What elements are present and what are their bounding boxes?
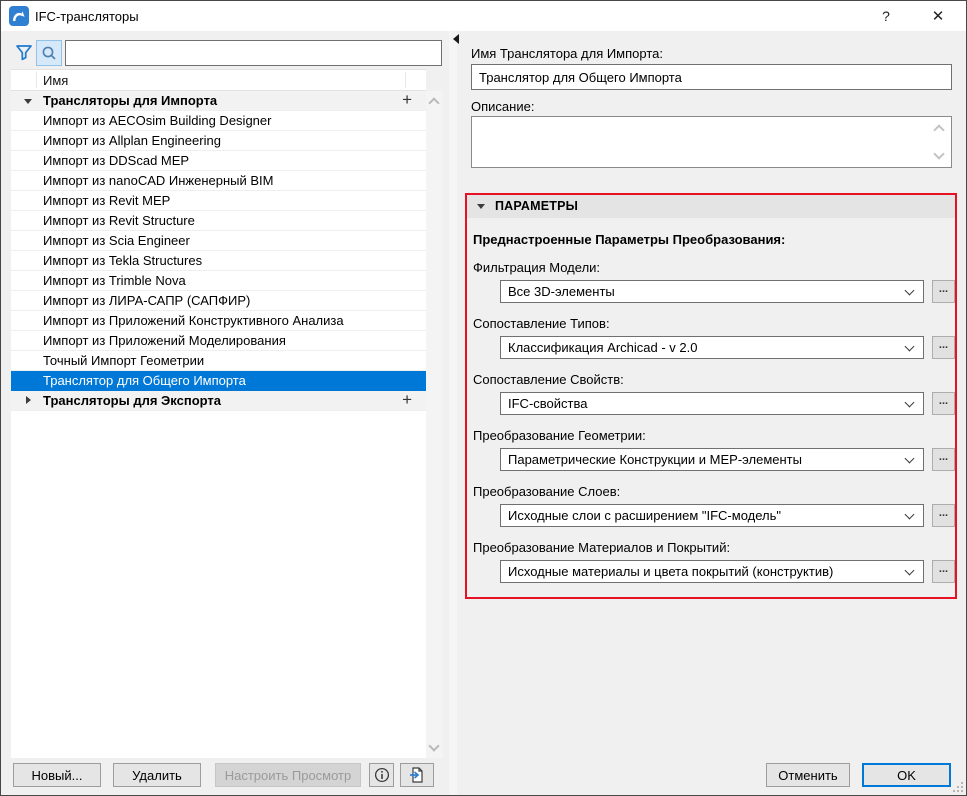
- help-button[interactable]: ?: [864, 1, 908, 31]
- geometry-conversion-more-button[interactable]: ...: [932, 448, 955, 471]
- list-group-import[interactable]: Трансляторы для Импорта +: [11, 91, 426, 111]
- add-translator-icon[interactable]: +: [402, 390, 412, 409]
- property-mapping-more-button[interactable]: ...: [932, 392, 955, 415]
- geometry-conversion-dropdown[interactable]: Параметрические Конструкции и MEP-элементы: [500, 448, 924, 471]
- scroll-up-icon[interactable]: [428, 97, 439, 108]
- chevron-down-icon: [905, 342, 915, 352]
- list-item[interactable]: Точный Импорт Геометрии: [11, 351, 426, 371]
- geometry-conversion-label: Преобразование Геометрии:: [473, 428, 646, 443]
- close-button[interactable]: ✕: [916, 1, 960, 31]
- list-group-export[interactable]: Трансляторы для Экспорта +: [11, 391, 426, 411]
- model-filter-label: Фильтрация Модели:: [473, 260, 601, 275]
- search-input[interactable]: [65, 40, 442, 66]
- type-mapping-label: Сопоставление Типов:: [473, 316, 610, 331]
- type-mapping-dropdown[interactable]: Классификация Archicad - v 2.0: [500, 336, 924, 359]
- search-button[interactable]: [36, 40, 62, 66]
- header-divider: [405, 72, 406, 88]
- property-mapping-dropdown[interactable]: IFC-свойства: [500, 392, 924, 415]
- material-conversion-dropdown[interactable]: Исходные материалы и цвета покрытий (конструктив): [500, 560, 924, 583]
- list-item[interactable]: Импорт из Revit Structure: [11, 211, 426, 231]
- delete-button[interactable]: Удалить: [113, 763, 201, 787]
- info-icon: [374, 767, 390, 783]
- material-conversion-label: Преобразование Материалов и Покрытий:: [473, 540, 731, 555]
- model-filter-more-button[interactable]: ...: [932, 280, 955, 303]
- list-item-selected[interactable]: Транслятор для Общего Импорта: [11, 371, 426, 391]
- configure-preview-button: Настроить Просмотр: [215, 763, 361, 787]
- list-scrollbar[interactable]: [426, 91, 443, 758]
- expanded-arrow-icon[interactable]: [24, 99, 32, 104]
- add-translator-icon[interactable]: +: [402, 90, 412, 109]
- list-item[interactable]: Импорт из Revit MEP: [11, 191, 426, 211]
- chevron-down-icon: [905, 398, 915, 408]
- type-mapping-more-button[interactable]: ...: [932, 336, 955, 359]
- translator-name-input[interactable]: [471, 64, 952, 90]
- name-column-header: Имя: [43, 73, 69, 88]
- list-item[interactable]: Импорт из Scia Engineer: [11, 231, 426, 251]
- import-document-icon: [408, 766, 426, 784]
- list-item[interactable]: Импорт из Приложений Конструктивного Анализа: [11, 311, 426, 331]
- section-expanded-arrow-icon: [477, 204, 485, 209]
- window-title: IFC-трансляторы: [35, 9, 139, 24]
- layer-conversion-label: Преобразование Слоев:: [473, 484, 621, 499]
- new-button[interactable]: Новый...: [13, 763, 101, 787]
- ok-button[interactable]: OK: [862, 763, 951, 787]
- description-label: Описание:: [471, 99, 535, 114]
- list-item[interactable]: Импорт из Allplan Engineering: [11, 131, 426, 151]
- cancel-button[interactable]: Отменить: [766, 763, 850, 787]
- scroll-down-icon[interactable]: [933, 148, 944, 159]
- resize-grip[interactable]: [953, 782, 963, 792]
- collapsed-arrow-icon[interactable]: [26, 396, 31, 404]
- parameters-section-title: ПАРАМЕТРЫ: [495, 199, 579, 213]
- chevron-down-icon: [905, 566, 915, 576]
- list-item[interactable]: Импорт из Trimble Nova: [11, 271, 426, 291]
- material-conversion-more-button[interactable]: ...: [932, 560, 955, 583]
- layer-conversion-more-button[interactable]: ...: [932, 504, 955, 527]
- search-icon: [41, 45, 57, 61]
- scroll-up-icon[interactable]: [933, 124, 944, 135]
- property-mapping-label: Сопоставление Свойств:: [473, 372, 624, 387]
- model-filter-dropdown[interactable]: Все 3D-элементы: [500, 280, 924, 303]
- filter-funnel-icon[interactable]: [14, 43, 34, 63]
- info-button[interactable]: [369, 763, 394, 787]
- archicad-logo-icon: [9, 6, 29, 26]
- title-bar: [1, 1, 966, 31]
- list-header[interactable]: [11, 69, 426, 91]
- list-item[interactable]: Импорт из nanoCAD Инженерный BIM: [11, 171, 426, 191]
- list-item[interactable]: Импорт из Приложений Моделирования: [11, 331, 426, 351]
- panel-splitter[interactable]: [449, 31, 457, 796]
- translator-list: [11, 91, 426, 758]
- scroll-down-icon[interactable]: [428, 740, 439, 751]
- layer-conversion-dropdown[interactable]: Исходные слои с расширением "IFC-модель": [500, 504, 924, 527]
- list-item[interactable]: Импорт из Tekla Structures: [11, 251, 426, 271]
- list-item[interactable]: Импорт из AECOsim Building Designer: [11, 111, 426, 131]
- list-item[interactable]: Импорт из DDScad MEP: [11, 151, 426, 171]
- header-divider: [36, 72, 37, 88]
- chevron-down-icon: [905, 454, 915, 464]
- parameters-section-header[interactable]: [467, 195, 955, 218]
- chevron-down-icon: [905, 510, 915, 520]
- description-textarea[interactable]: [471, 116, 952, 168]
- list-item[interactable]: Импорт из ЛИРА-САПР (САПФИР): [11, 291, 426, 311]
- chevron-down-icon: [905, 286, 915, 296]
- parameters-section: [465, 193, 957, 599]
- import-translator-button[interactable]: [400, 763, 434, 787]
- preset-params-subtitle: Преднастроенные Параметры Преобразования:: [473, 232, 786, 247]
- splitter-collapse-icon[interactable]: [453, 34, 459, 44]
- translator-name-label: Имя Транслятора для Импорта:: [471, 46, 663, 61]
